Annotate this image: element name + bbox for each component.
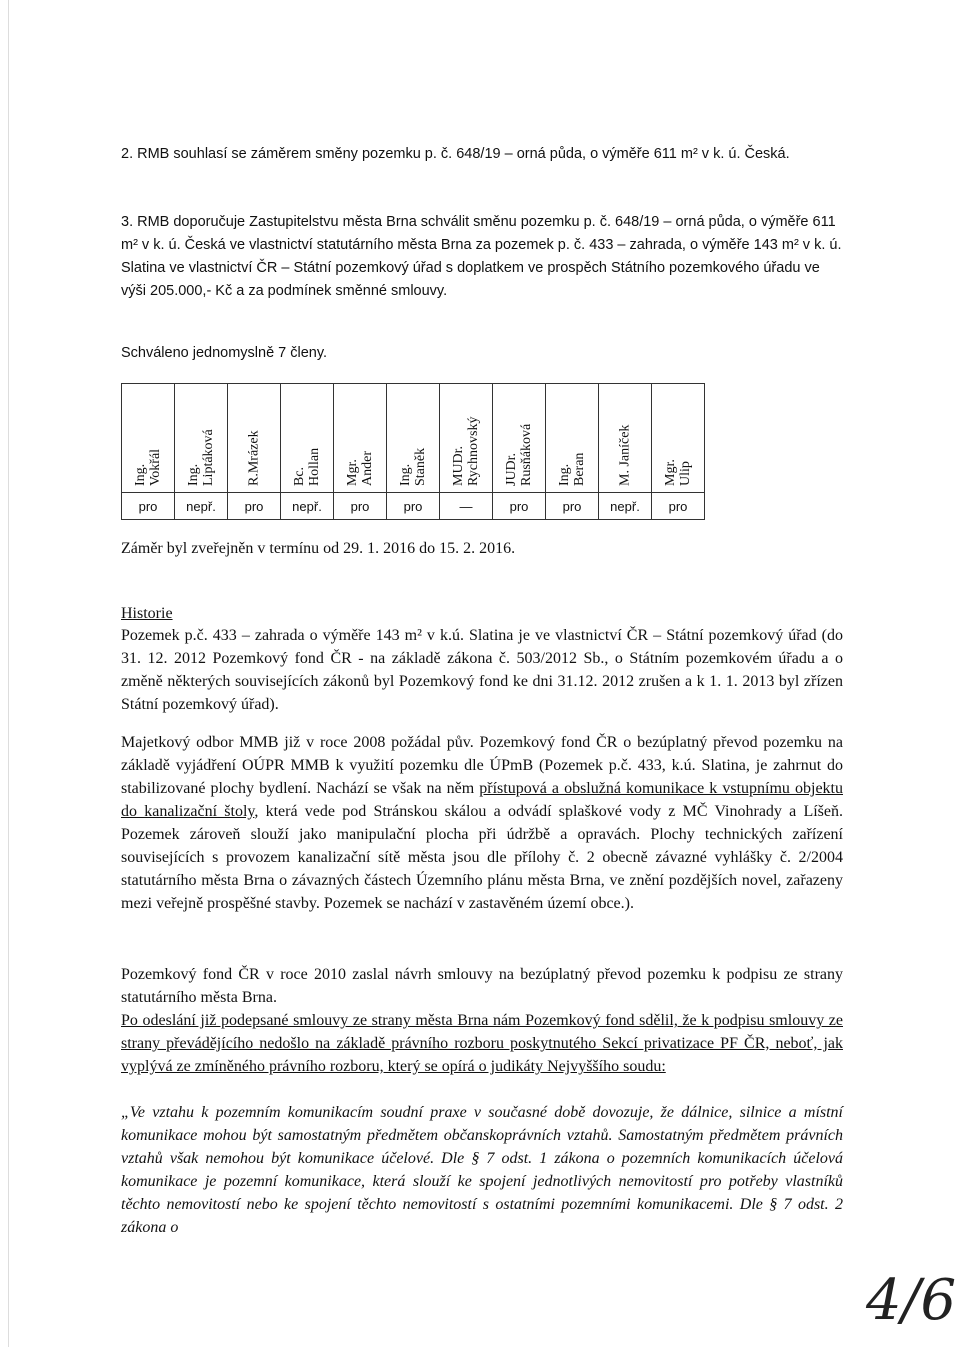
history-p3-underlined: Po odeslání již podepsané smlouvy ze strany města Brna nám Pozemkový fond sdělil, že k podpisu smlouvy ze strany převádějícího nedošlo na základě právního rozboru poskytnutého Sekcí privatizace PF ČR, neboť, jak vyplývá ze zmíněného právního rozboru, který se opírá o judikáty Nejvyššího soudu: <box>121 1012 843 1075</box>
vote-value: nepř. <box>599 493 652 520</box>
vote-value: pro <box>493 493 546 520</box>
vote-value: pro <box>387 493 440 520</box>
publication-note: Záměr byl zveřejněn v termínu od 29. 1. 2016 do 15. 2. 2016. <box>121 540 516 557</box>
vote-member-name: Ing. Staněk <box>398 447 428 486</box>
vote-member-cell <box>334 384 387 493</box>
vote-value: pro <box>546 493 599 520</box>
vote-member-cell <box>599 384 652 493</box>
vote-member-cell <box>281 384 334 493</box>
vote-member-cell <box>493 384 546 493</box>
vote-member-name: JUDr. Rusňáková <box>504 423 534 486</box>
vote-value: pro <box>334 493 387 520</box>
vote-member-name: Ing. Vokřál <box>133 448 163 486</box>
page-number-handwritten: 4/6 <box>866 1268 957 1333</box>
vote-member-name: Ing. Beran <box>557 452 587 486</box>
vote-value: pro <box>652 493 705 520</box>
vote-value: nepř. <box>175 493 228 520</box>
vote-table <box>121 383 705 520</box>
history-p3-text: Pozemkový fond ČR v roce 2010 zaslal návrh smlouvy na bezúplatný převod pozemku k podpisu ze strany statutárního města Brna. <box>121 966 843 1006</box>
vote-member-name: Bc. Hollan <box>292 447 322 486</box>
vote-value: nepř. <box>281 493 334 520</box>
legal-quote: „Ve vztahu k pozemním komunikacím soudní praxe v současné době dovozuje, že dálnice, silnice a místní komunikace mohou být samostatným předmětem občanskoprávních vztahů. Samostatným předmětem právních vztahů však nemohou být komunikace účelové. Dle § 7 odst. 1 zákona o pozemních komunikacích účelová komunikace je pozemní komunikace, která slouží ke spojení jednotlivých nemovitostí pro potřeby vlastníků těchto nemovitostí nebo ke spojení těchto nemovitostí s ostatními pozemními komunikacemi. Dle § 7 odst. 2 zákona o <box>121 1104 843 1236</box>
vote-member-name: Mgr. Ulip <box>663 459 693 486</box>
resolution-item-3: 3. RMB doporučuje Zastupitelstvu města Brna schválit směnu pozemku p. č. 648/19 – orná půda, o výměře 611 m² v k. ú. Česká ve vlastnictví statutárního města Brna za pozemek p. č. 433 – zahrada, o výměře 143 m² v k. ú. Slatina ve vlastnictví ČR – Státní pozemkový úřad s doplatkem ve prospěch Státního pozemkového úřadu ve výši 205.000,- Kč a za podmínek směnné smlouvy. <box>121 214 842 299</box>
resolution-item-2: 2. RMB souhlasí se záměrem směny pozemku p. č. 648/19 – orná půda, o výměře 611 m² v k. ú. Česká. <box>121 146 790 162</box>
vote-values-row <box>122 493 705 520</box>
vote-value: pro <box>228 493 281 520</box>
scan-margin-line <box>8 0 9 1347</box>
vote-member-cell <box>440 384 493 493</box>
vote-names-row <box>122 384 705 493</box>
vote-member-name: MUDr. Rychnovský <box>451 416 481 486</box>
vote-member-cell <box>175 384 228 493</box>
vote-member-name: Mgr. Ander <box>345 451 375 486</box>
approval-note: Schváleno jednomyslně 7 členy. <box>121 345 328 361</box>
vote-member-name: Ing. Liptáková <box>186 429 216 486</box>
vote-member-name: R.Mrázek <box>246 430 262 486</box>
vote-member-cell <box>387 384 440 493</box>
vote-member-cell <box>546 384 599 493</box>
vote-value: — <box>440 493 493 520</box>
history-p2-text-b: , která vede pod Stránskou skálou a odvádí splaškové vody z MČ Vinohrady a Líšeň. Pozemek zároveň slouží jako manipulační plocha při údržbě a opravách. Plochy technických zařízení souvisejících s provozem kanalizační sítě města jsou dle přílohy č. 2 obecně závazné vyhlášky č. 2/2004 statutárního města Brna o závazných částech Územního plánu města Brna, ve znění pozdějších novel, zařazeny mezi veřejně prospěšné stavby. Pozemek se nachází v zastavěném území obce.). <box>121 803 844 912</box>
vote-member-cell <box>122 384 175 493</box>
history-paragraph-3 <box>121 963 843 1078</box>
vote-member-name: M. Janíček <box>617 424 633 486</box>
vote-member-cell <box>228 384 281 493</box>
history-p2-text-a: Majetkový odbor MMB již v roce 2008 požádal pův. Pozemkový fond ČR o bezúplatný převod pozemku na základě vyjádření OÚPR MMB k využití pozemku dle ÚPmB (Pozemek p.č. 433, k.ú. Slatina, je zahrnut do stabilizované plochy bydlení. Nachází se však na něm <box>121 734 843 797</box>
vote-member-cell <box>652 384 705 493</box>
vote-value: pro <box>122 493 175 520</box>
history-paragraph-1: Pozemek p.č. 433 – zahrada o výměře 143 m² v k.ú. Slatina je ve vlastnictví ČR – Státní pozemkový úřad (do 31. 12. 2012 Pozemkový fond ČR - na základě zákona č. 503/2012 Sb., o Státním pozemkovém úřadu a o změně některých souvisejících zákonů byl Pozemkový fond ke dni 31.12. 2012 zrušen a k 1. 1. 2013 byl zřízen Státní pozemkový úřad). <box>121 627 843 713</box>
history-p2-underlined: přístupová a obslužná komunikace k vstupnímu objektu do kanalizační štoly <box>121 780 843 820</box>
history-paragraph-2 <box>121 731 843 915</box>
history-heading: Historie <box>121 605 173 622</box>
